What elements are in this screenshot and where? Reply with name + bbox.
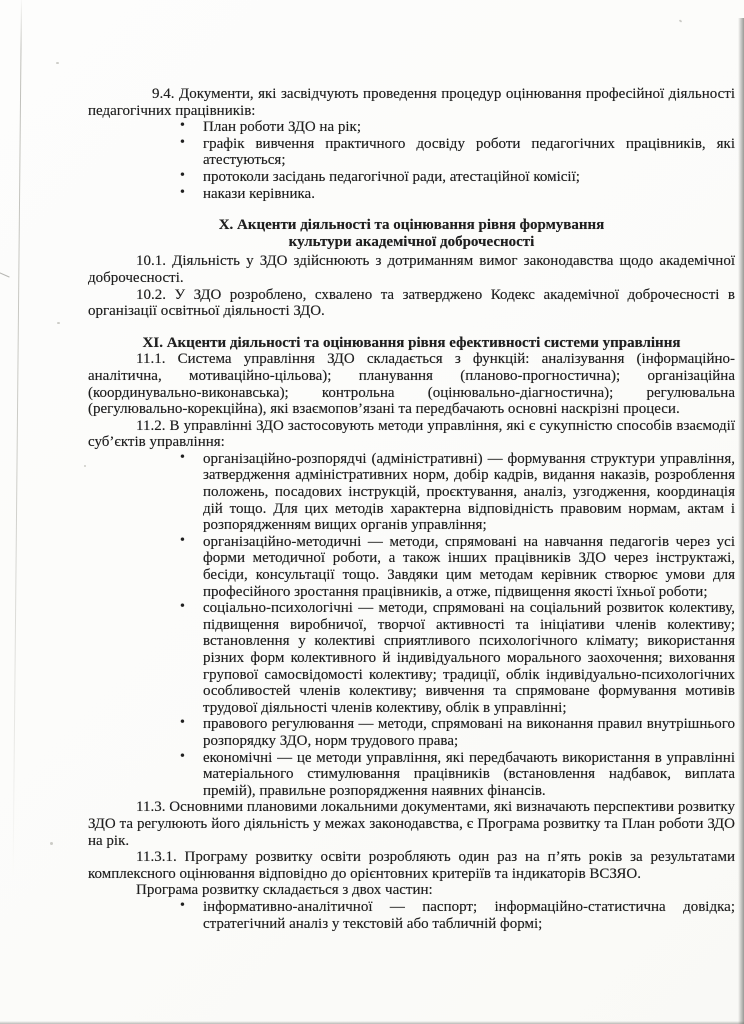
- bullet-icon: •: [180, 449, 185, 465]
- paragraph-10-1: 10.1. Діяльність у ЗДО здійснюють з дотриманням вимог законодавства щодо академічної доброчесності.: [88, 253, 735, 286]
- list-item-text: протоколи засідань педагогічної ради, атестаційної комісії;: [203, 168, 580, 185]
- list-item-text: економічні — це методи управління, які передбачають використання в управлінні матеріального стимулювання працівників (встановлення надбавок, виплата премій), правильне розпорядження наявних фінансів.: [203, 749, 735, 799]
- list-item: [178, 169, 735, 186]
- bullet-icon: •: [180, 599, 185, 615]
- list-item-text: інформативно-аналітичної — паспорт; інформаційно-статистична довідка; стратегічний аналіз у текстовій або табличній формі;: [203, 898, 735, 932]
- heading-line-2: культури академічної доброчесності: [288, 233, 535, 250]
- section-x-heading: [88, 217, 735, 250]
- paragraph-11-3-1: 11.3.1. Програму розвитку освіти розробляють один раз на п’ять років за результатами комплексного оцінювання відповідно до орієнтовних критеріїв та індикаторів ВСЗЯО.: [88, 849, 735, 882]
- list-9-4: [178, 119, 735, 202]
- list-item: [178, 186, 735, 203]
- paragraph-9-4: 9.4. Документи, які засвідчують проведення процедур оцінювання професійної діяльності педагогічних працівників:: [88, 86, 735, 119]
- paragraph-10-2: 10.2. У ЗДО розроблено, схвалено та затверджено Кодекс академічної доброчесності в організації освітньої діяльності ЗДО.: [88, 286, 735, 320]
- list-11-2: [178, 451, 735, 799]
- list-program-parts: [178, 899, 735, 932]
- list-item-text: соціально-психологічні — методи, спрямовані на соціальний розвиток колективу, підвищення виробничої, творчої активності та ініціативи членів колективу; встановлення у колективі сприятливого психологічного клімату; використання різних форм колективного й індивідуального морального заохочення; виховання групової самосвідомості колективу; традиції, облік індивідуально-психологічних особливостей членів колективу; вивчення та спрямоване формування мотивів трудової діяльності членів колективу, облік в управлінні;: [203, 600, 735, 716]
- bullet-icon: •: [180, 715, 185, 731]
- list-item-text: правового регулювання — методи, спрямовані на виконання правил внутрішнього розпорядку ЗДО, норм трудового права;: [203, 716, 735, 749]
- list-item-text: організаційно-розпорядчі (адміністративні) — формування структури управління, затвердження адміністративних норм, добір кадрів, видання наказів, розроблення положень, посадових інструкцій, проєктування, аналіз, узгодження, координація дій тощо. Для цих методів характерна відповідність правовим нормам, актам і розпорядженням вищих органів управління;: [203, 450, 735, 534]
- bullet-icon: •: [180, 134, 185, 150]
- bullet-icon: •: [180, 748, 185, 764]
- paragraph-11-2: 11.2. В управлінні ЗДО застосовують методи управління, які є сукупністю способів взаємодії суб’єктів управління:: [88, 417, 735, 451]
- list-item: [178, 451, 735, 534]
- list-item: [178, 119, 735, 136]
- bullet-icon: •: [180, 532, 185, 548]
- list-item: [178, 534, 735, 600]
- bullet-icon: •: [180, 184, 185, 200]
- list-item-text: організаційно-методичні — методи, спрямовані на навчання педагогів через усі форми методичної роботи, а також інших працівників ЗДО через інструктажі, бесіди, консультації тощо. Завдяки цим методам керівник створює умови для професійного зростання працівників, а отже, підвищення якості їхньої роботи;: [203, 533, 735, 600]
- paragraph-program-parts: Програма розвитку складається з двох частин:: [136, 882, 433, 899]
- paragraph-11-1: 11.1. Система управління ЗДО складається з функцій: аналізування (інформаційно-аналітична, мотиваційно-цільова); планування (планово-прогностична); організаційна (координувально-виконавська); контрольна (оцінювально-діагностична); регулювальна (регулювально-корекційна), які взаємопов’язані та передбачають основні наскрізні процеси.: [88, 351, 735, 418]
- list-item: [178, 600, 735, 716]
- paragraph-11-3: 11.3. Основними плановими локальними документами, які визначають перспективи розвитку ЗДО та регулюють його діяльність у межах законодавства, є Програма розвитку та План роботи ЗДО на рік.: [88, 799, 735, 849]
- heading-line-1: X. Акценти діяльності та оцінювання рівня формування: [218, 217, 605, 234]
- bullet-icon: •: [180, 897, 185, 913]
- list-item-text: графік вивчення практичного досвіду роботи педагогічних працівників, які атестуються;: [203, 135, 735, 169]
- bullet-icon: •: [180, 118, 185, 134]
- list-item-text: накази керівника.: [203, 185, 315, 202]
- list-item: [178, 136, 735, 169]
- list-item: [178, 899, 735, 932]
- list-item-text: План роботи ЗДО на рік;: [203, 119, 361, 136]
- bullet-icon: •: [180, 167, 185, 183]
- section-xi-heading: XI. Акценти діяльності та оцінювання рівня ефективності системи управління: [142, 334, 681, 351]
- list-item: [178, 716, 735, 749]
- list-item: [178, 750, 735, 800]
